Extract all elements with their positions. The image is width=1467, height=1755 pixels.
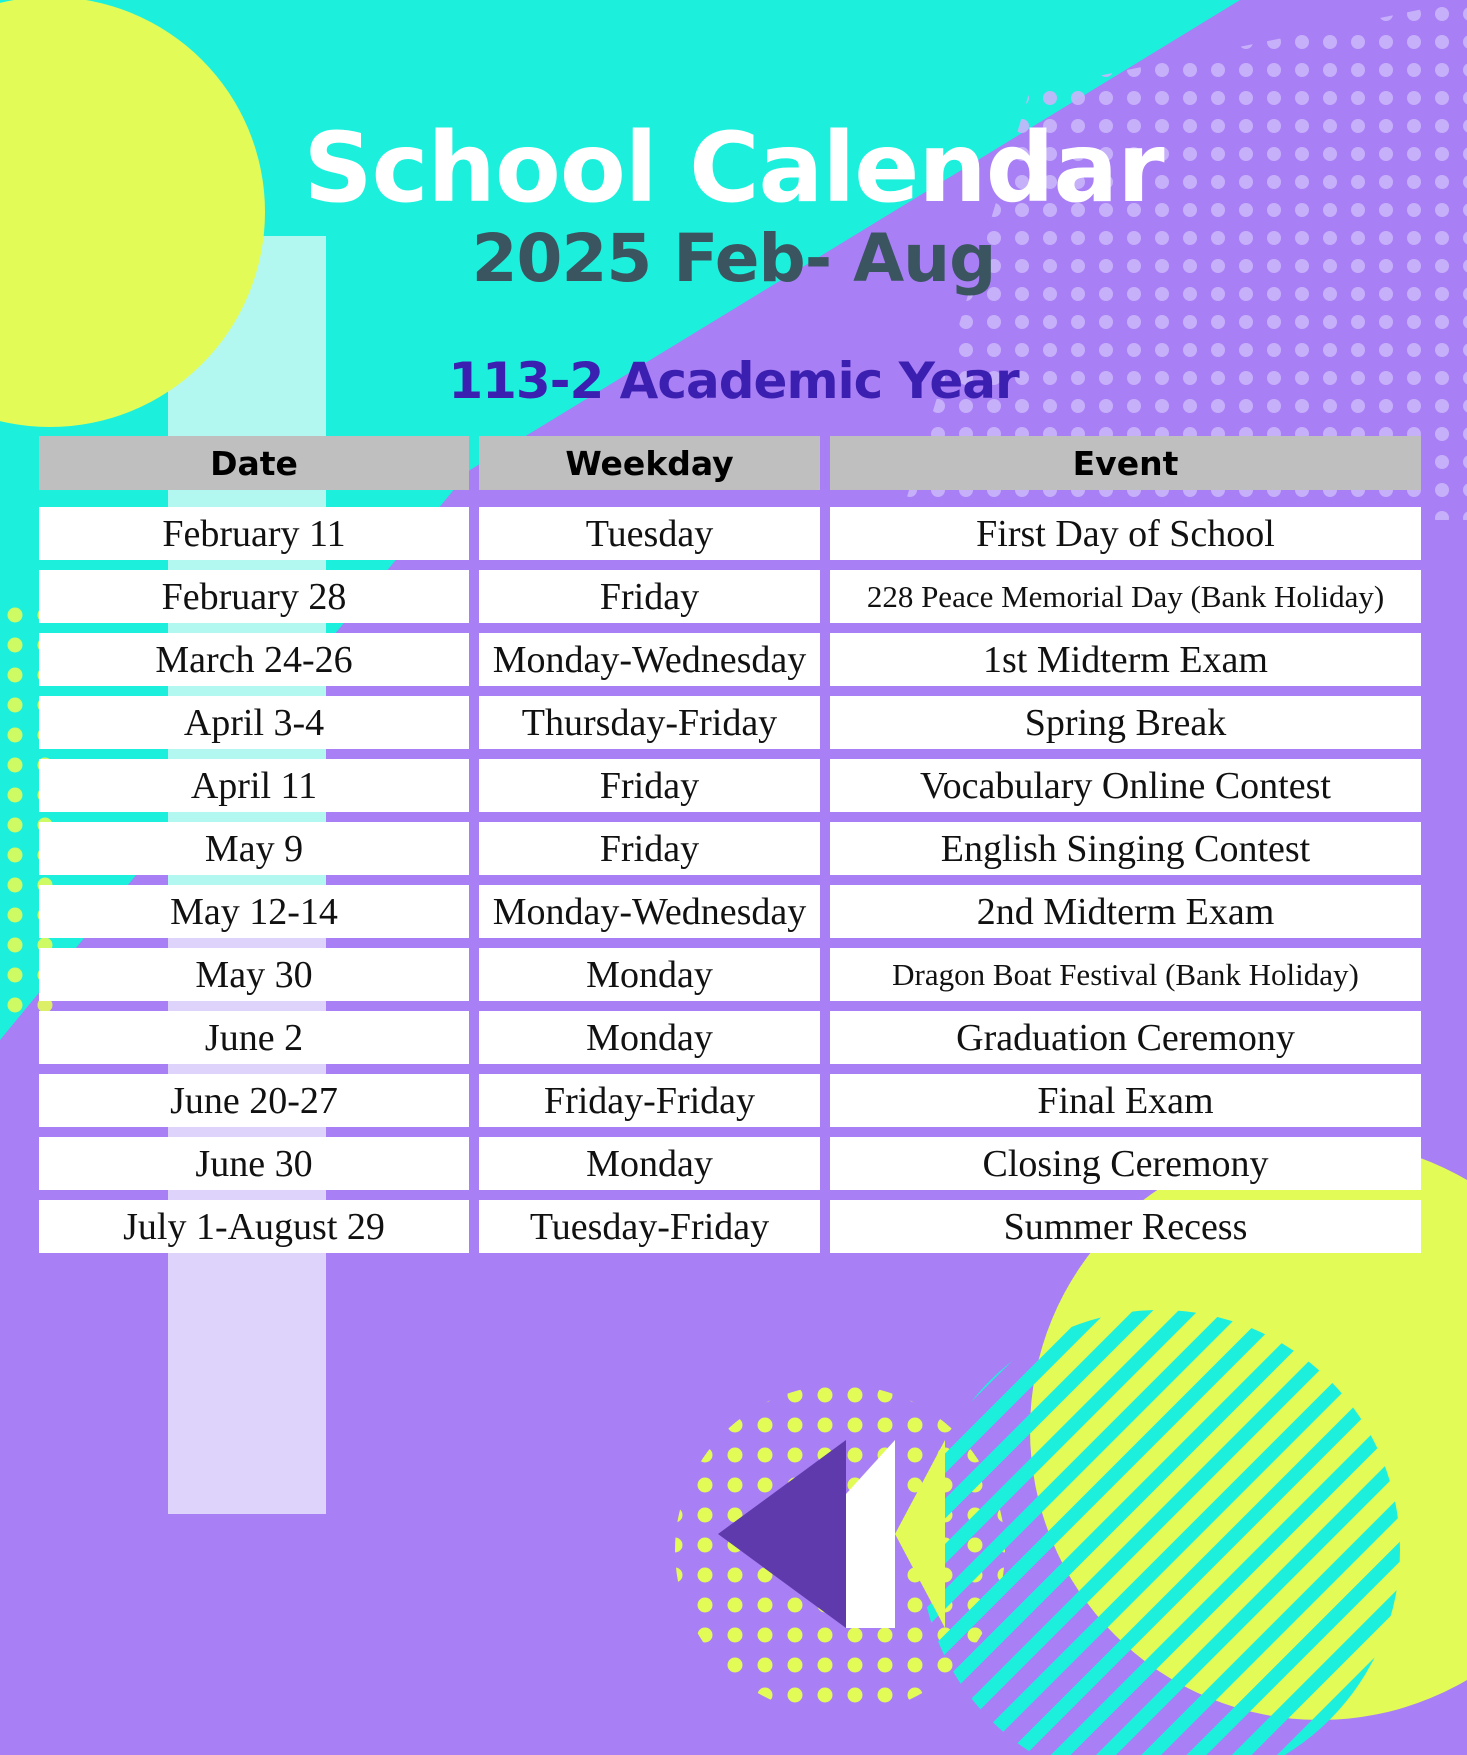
date-range-subtitle: 2025 Feb- Aug xyxy=(471,220,996,297)
weekday-cell: Tuesday xyxy=(479,507,820,560)
event-cell: First Day of School xyxy=(830,507,1421,560)
weekday-cell: Monday-Wednesday xyxy=(479,633,820,686)
date-cell: February 11 xyxy=(39,507,469,560)
event-cell: 228 Peace Memorial Day (Bank Holiday) xyxy=(830,570,1421,623)
weekday-cell: Tuesday-Friday xyxy=(479,1200,820,1253)
weekday-cell: Monday-Wednesday xyxy=(479,885,820,938)
weekday-cell: Thursday-Friday xyxy=(479,696,820,749)
column-header-weekday: Weekday xyxy=(479,436,820,490)
weekday-cell: Friday-Friday xyxy=(479,1074,820,1127)
weekday-cell: Monday xyxy=(479,1011,820,1064)
weekday-cell: Friday xyxy=(479,570,820,623)
date-cell: June 2 xyxy=(39,1011,469,1064)
event-cell: English Singing Contest xyxy=(830,822,1421,875)
event-cell: 2nd Midterm Exam xyxy=(830,885,1421,938)
academic-year-label: 113-2 Academic Year xyxy=(448,352,1019,410)
weekday-cell: Friday xyxy=(479,759,820,812)
event-cell: Final Exam xyxy=(830,1074,1421,1127)
weekday-cell: Monday xyxy=(479,1137,820,1190)
date-cell: May 12-14 xyxy=(39,885,469,938)
event-cell: 1st Midterm Exam xyxy=(830,633,1421,686)
date-cell: February 28 xyxy=(39,570,469,623)
event-cell: Summer Recess xyxy=(830,1200,1421,1253)
page-title: School Calendar xyxy=(303,112,1164,224)
event-cell: Dragon Boat Festival (Bank Holiday) xyxy=(830,948,1421,1001)
date-cell: July 1-August 29 xyxy=(39,1200,469,1253)
event-cell: Graduation Ceremony xyxy=(830,1011,1421,1064)
column-header-date: Date xyxy=(39,436,469,490)
date-cell: March 24-26 xyxy=(39,633,469,686)
event-cell: Vocabulary Online Contest xyxy=(830,759,1421,812)
weekday-cell: Monday xyxy=(479,948,820,1001)
date-cell: May 9 xyxy=(39,822,469,875)
event-cell: Closing Ceremony xyxy=(830,1137,1421,1190)
date-cell: June 20-27 xyxy=(39,1074,469,1127)
column-header-event: Event xyxy=(830,436,1421,490)
event-cell: Spring Break xyxy=(830,696,1421,749)
date-cell: April 3-4 xyxy=(39,696,469,749)
date-cell: May 30 xyxy=(39,948,469,1001)
date-cell: June 30 xyxy=(39,1137,469,1190)
weekday-cell: Friday xyxy=(479,822,820,875)
date-cell: April 11 xyxy=(39,759,469,812)
